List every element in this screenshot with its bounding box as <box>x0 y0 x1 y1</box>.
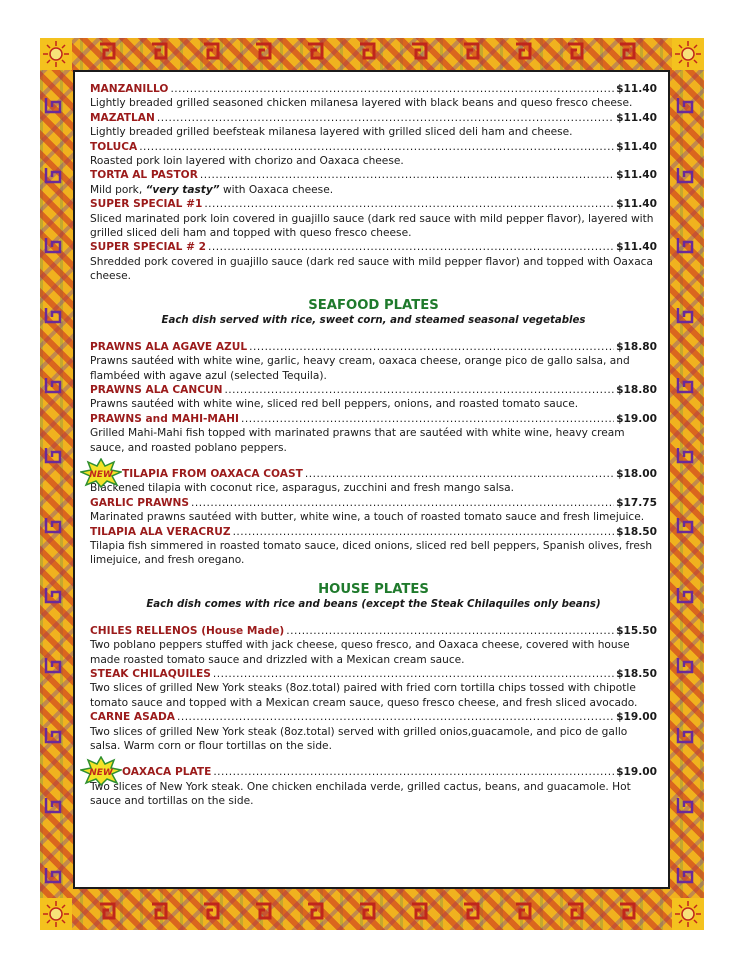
section-note-house: Each dish comes with rice and beans (except the Steak Chilaquiles only beans) <box>146 598 601 610</box>
menu-item <box>90 525 657 568</box>
new-badge-label: NEW <box>89 469 113 480</box>
item-description <box>90 183 657 197</box>
menu-item <box>90 496 657 525</box>
new-starburst-icon <box>80 458 122 488</box>
item-description: Two slices of New York steak. One chicken enchilada verde, grilled cactus, beans, and guacamole. Hot sauce and tortillas on the side. <box>90 780 631 808</box>
item-price: $18.50 <box>616 668 657 680</box>
item-price: $19.00 <box>616 711 657 724</box>
menu-item <box>90 197 657 240</box>
item-description: Grilled Mahi-Mahi fish topped with marinated prawns that are sautéed with white wine, heavy cream sauce, and roasted poblano peppers. <box>90 427 625 454</box>
item-description: Prawns sautéed with white wine, garlic, heavy cream, oaxaca cheese, orange pico de gallo salsa, and flambéed with agave azul (selected Tequila). <box>90 355 630 382</box>
section-note-seafood: Each dish served with rice, sweet corn, and steamed seasonal vegetables <box>161 314 586 326</box>
section-title-seafood: SEAFOOD PLATES <box>308 297 439 313</box>
menu-item <box>90 240 657 283</box>
new-badge-label: NEW <box>89 768 113 779</box>
item-name: GARLIC PRAWNS <box>90 496 190 509</box>
item-name: TILAPIA ALA VERACRUZ <box>90 525 231 538</box>
item-description: Two slices of grilled New York steaks (8oz.total) paired with fried corn tortilla chips tossed with chipotle tomato sauce and topped with a Mexican cream sauce, queso fresco cheese, and fresh sliced avocado. <box>90 682 638 709</box>
leader-dots <box>191 496 614 510</box>
leader-dots <box>157 111 614 125</box>
leader-dots <box>170 82 614 96</box>
section-title-house: HOUSE PLATES <box>318 581 429 597</box>
item-price: $18.00 <box>616 467 657 480</box>
leader-dots <box>200 168 614 182</box>
leader-dots <box>241 412 614 426</box>
item-price: $17.75 <box>616 496 657 509</box>
leader-dots <box>139 140 614 154</box>
item-price: $11.40 <box>616 241 657 254</box>
item-name: CARNE ASADA <box>90 711 175 724</box>
item-description: Roasted pork loin layered with chorizo and Oaxaca cheese. <box>90 155 404 168</box>
item-price: $19.00 <box>616 766 657 779</box>
item-name: PRAWNS ALA AGAVE AZUL <box>90 340 248 353</box>
item-name: PRAWNS and MAHI-MAHI <box>90 412 239 425</box>
leader-dots <box>177 710 614 724</box>
item-description: Two poblano peppers stuffed with jack cheese, queso fresco, and Oaxaca cheese, covered with house made roasted tomato sauce and drizzled with a Mexican cream sauce. <box>90 639 630 666</box>
item-price: $11.40 <box>616 169 657 182</box>
item-description: Tilapia fish simmered in roasted tomato sauce, diced onions, sliced red bell peppers, Spanish olives, fresh limejuice, and fresh oregano. <box>90 539 653 567</box>
item-name: CHILES RELLENOS (House Made) <box>90 624 285 637</box>
leader-dots <box>213 765 614 779</box>
item-price: $11.40 <box>616 111 657 124</box>
item-name: STEAK CHILAQUILES <box>90 668 211 680</box>
item-name: PRAWNS ALA CANCUN <box>90 383 223 396</box>
item-price: $18.80 <box>616 340 657 353</box>
leader-dots <box>224 383 614 397</box>
menu-item <box>90 412 657 455</box>
item-price: $18.50 <box>616 525 657 538</box>
item-price: $11.40 <box>616 140 657 153</box>
menu-item <box>90 765 657 779</box>
item-name: SUPER SPECIAL # 2 <box>90 241 206 254</box>
item-name: TILAPIA FROM OAXACA COAST <box>122 467 303 480</box>
item-description: Shredded pork covered in guajillo sauce (dark red sauce with mild pepper flavor) and topped with Oaxaca cheese. <box>90 255 653 283</box>
item-name: MANZANILLO <box>90 83 169 95</box>
item-description: Sliced marinated pork loin covered in guajillo sauce (dark red sauce with mild pepper flavor), layered with grilled sliced deli ham and topped with queso fresco cheese. <box>90 212 654 240</box>
item-description: Lightly breaded grilled seasoned chicken milanesa layered with black beans and queso fresco cheese. <box>90 97 633 110</box>
item-name: SUPER SPECIAL #1 <box>90 198 203 211</box>
desc-text: Mild pork, <box>90 183 146 196</box>
sun-icon <box>672 898 704 930</box>
desc-text: with Oaxaca cheese. <box>219 183 334 196</box>
leader-dots <box>233 525 615 539</box>
item-price: $19.00 <box>616 412 657 425</box>
menu-item <box>90 667 657 710</box>
item-name: TORTA AL PASTOR <box>90 169 198 182</box>
item-price: $18.80 <box>616 383 657 396</box>
item-description: Lightly breaded grilled beefsteak milanesa layered with grilled sliced deli ham and cheese. <box>90 126 573 139</box>
item-name: MAZATLAN <box>90 111 155 124</box>
item-price: $15.50 <box>616 624 657 637</box>
menu-item <box>90 340 657 383</box>
leader-dots <box>305 467 614 481</box>
item-price: $11.40 <box>616 83 657 95</box>
leader-dots <box>249 340 614 354</box>
menu-item <box>90 467 657 481</box>
leader-dots <box>213 667 614 681</box>
item-description: Marinated prawns sautéed with butter, white wine, a touch of roasted tomato sauce and fresh limejuice. <box>90 511 645 524</box>
sun-icon <box>40 898 72 930</box>
menu-item <box>90 168 657 197</box>
item-price: $11.40 <box>616 198 657 211</box>
item-name: TOLUCA <box>90 140 138 153</box>
leader-dots <box>286 624 614 638</box>
menu-item <box>90 140 657 169</box>
menu-item <box>90 710 657 753</box>
leader-dots <box>204 197 614 211</box>
sun-icon <box>40 38 72 70</box>
menu-item <box>90 82 657 111</box>
leader-dots <box>208 240 614 254</box>
menu-item <box>90 111 657 140</box>
menu-item <box>90 624 657 667</box>
menu-content <box>90 82 657 809</box>
item-description: Two slices of grilled New York steak (8oz.total) served with grilled onios,guacamole, and pico de gallo salsa. Warm corn or flour tortillas on the side. <box>90 725 628 753</box>
desc-emphasis: “very tasty” <box>145 183 220 196</box>
item-description: Blackened tilapia with coconut rice, asparagus, zucchini and fresh mango salsa. <box>90 482 515 495</box>
menu-item <box>90 383 657 412</box>
item-name: OAXACA PLATE <box>122 766 212 779</box>
sun-icon <box>672 38 704 70</box>
item-description: Prawns sautéed with white wine, sliced red bell peppers, onions, and roasted tomato sauce. <box>90 398 579 411</box>
new-starburst-icon <box>80 756 122 786</box>
